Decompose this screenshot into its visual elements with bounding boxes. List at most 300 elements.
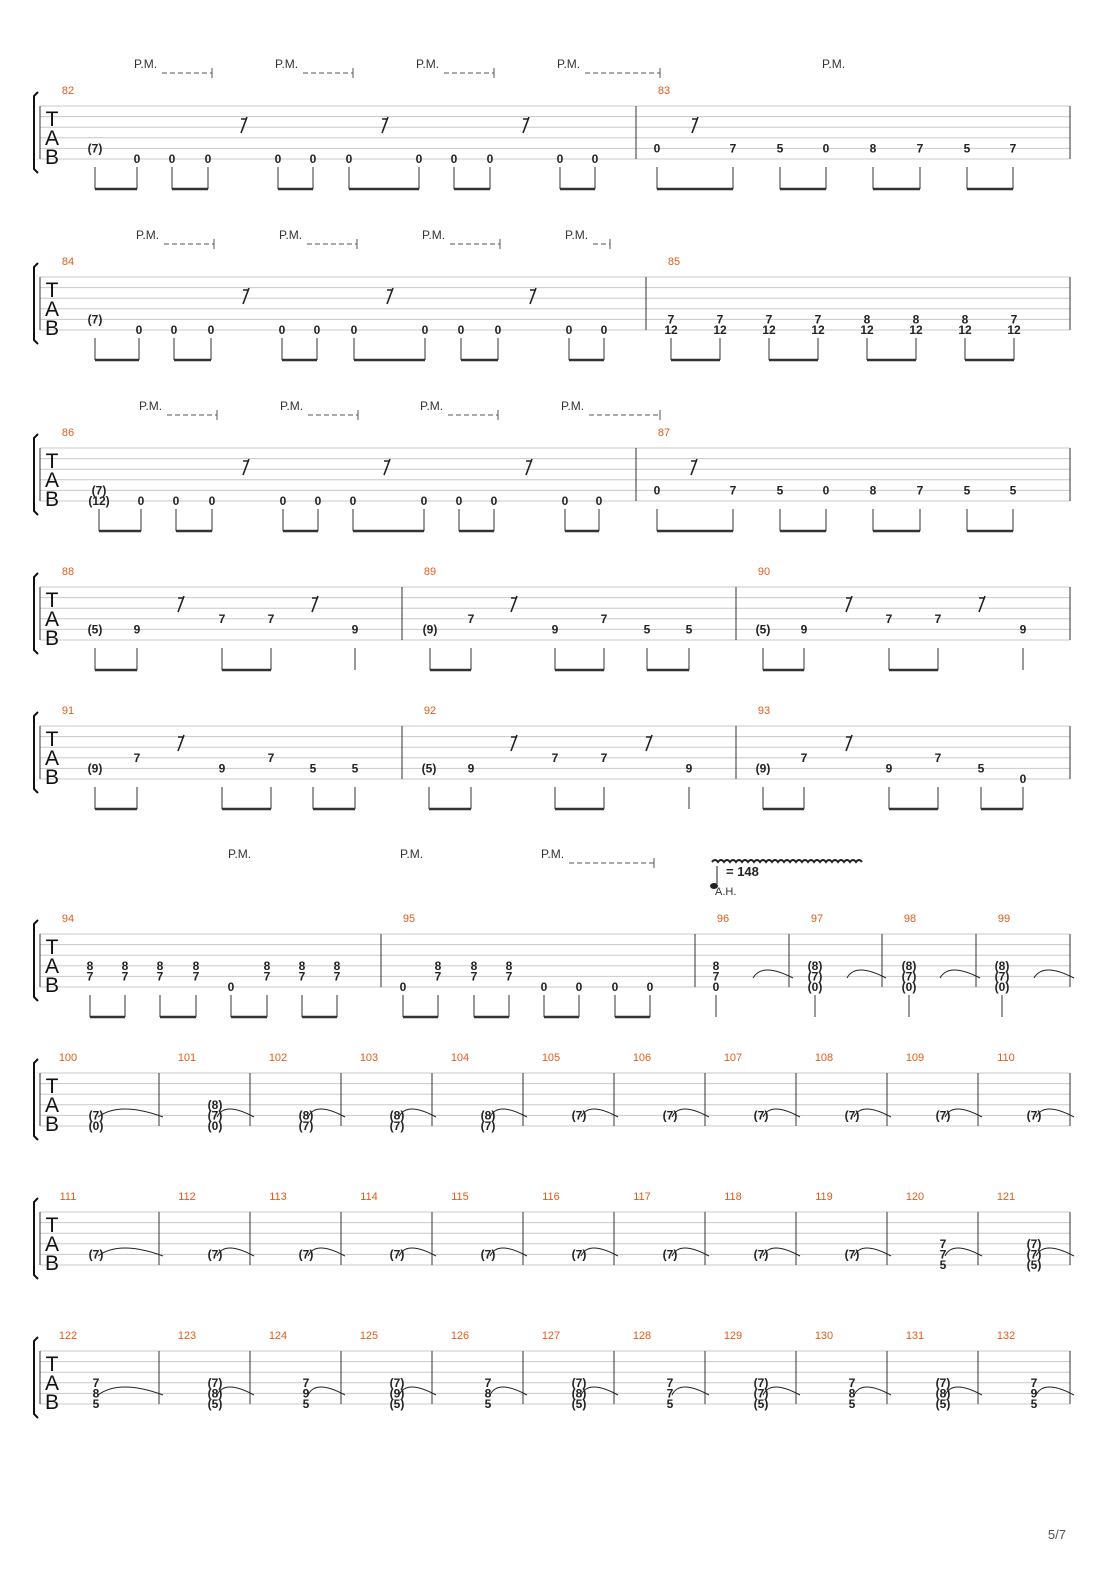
measure-number: 84	[61, 256, 75, 268]
fret-number: 9	[685, 761, 693, 776]
palm-mute-label: P.M.	[416, 57, 440, 71]
fret-number: 0	[822, 483, 830, 498]
fret-number: 9	[218, 761, 226, 776]
fret-number: 7	[666, 1375, 674, 1390]
fret-number: 0	[565, 323, 573, 337]
fret-number: 5	[776, 483, 784, 498]
system-bracket	[34, 920, 38, 1001]
fret-number: 12	[664, 323, 678, 337]
tab-clef-letter: B	[44, 1252, 60, 1275]
measure-number: 118	[724, 1191, 742, 1203]
fret-number: (7)	[1026, 1108, 1042, 1123]
rest-symbol	[526, 459, 532, 475]
fret-number: (7)	[87, 312, 103, 327]
fret-number: 0	[494, 323, 502, 337]
tab-system	[34, 1330, 1074, 1418]
fret-number: (7)	[88, 1247, 104, 1262]
fret-number: (0)	[207, 1119, 223, 1133]
fret-number: 0	[420, 494, 428, 508]
fret-number: (7)	[935, 1375, 951, 1390]
tab-system	[34, 256, 1070, 360]
measure-number: 99	[997, 913, 1011, 925]
fret-number: (7)	[207, 1375, 223, 1390]
fret-number: 0	[595, 494, 603, 508]
fret-number: 0	[646, 980, 654, 994]
measure-number: 120	[905, 1191, 925, 1203]
fret-number: 5	[302, 1397, 310, 1411]
fret-number: 0	[314, 494, 322, 508]
fret-number: 8	[263, 958, 271, 973]
rest-symbol	[511, 596, 517, 612]
tab-clef-letter: B	[44, 146, 60, 169]
fret-number: 5	[666, 1397, 674, 1411]
fret-number: 5	[309, 761, 317, 776]
fret-number: 0	[540, 980, 548, 994]
system-bracket	[34, 1337, 38, 1418]
measure-number: 93	[757, 705, 771, 717]
fret-number: (7)	[91, 483, 107, 498]
fret-number: 9	[551, 622, 559, 637]
tab-clef-letter: A	[44, 955, 60, 978]
measure-number: 92	[423, 705, 437, 717]
fret-number: (8)	[571, 1386, 587, 1401]
fret-number: (8)	[389, 1108, 405, 1123]
fret-number: 5	[776, 141, 784, 156]
measure-number: 117	[633, 1191, 651, 1203]
fret-number: (7)	[753, 1108, 769, 1123]
measure-number: 86	[61, 427, 75, 439]
rest-symbol	[312, 596, 318, 612]
measure-number: 122	[58, 1330, 78, 1342]
rest-symbol	[178, 596, 184, 612]
tab-clef-letter: T	[45, 589, 59, 612]
palm-mute-label: P.M.	[134, 57, 158, 71]
fret-number: (7)	[753, 1247, 769, 1262]
fret-number: 7	[729, 141, 737, 156]
fret-number: 7	[263, 969, 271, 984]
fret-number: (8)	[807, 958, 823, 973]
fret-number: 8	[848, 1386, 856, 1401]
fret-number: 0	[168, 152, 176, 166]
tab-clef-letter: B	[44, 1113, 60, 1136]
tab-clef-letter: A	[44, 298, 60, 321]
artificial-harmonic-label: A.H.	[715, 886, 737, 898]
fret-number: 0	[208, 494, 216, 508]
measure-number: 88	[61, 566, 75, 578]
tab-clef-letter: B	[44, 627, 60, 650]
fret-number: (7)	[662, 1108, 678, 1123]
fret-number: 7	[333, 969, 341, 984]
fret-number: 0	[170, 323, 178, 337]
fret-number: (7)	[753, 1375, 769, 1390]
fret-number: 0	[350, 323, 358, 337]
fret-number: (8)	[994, 958, 1010, 973]
tab-system	[34, 427, 1070, 531]
tab-clef-letter: A	[44, 127, 60, 150]
measure-number: 95	[402, 913, 416, 925]
fret-number: 7	[939, 1236, 947, 1251]
fret-number: 7	[729, 483, 737, 498]
tab-system	[34, 1191, 1074, 1279]
measure-number: 91	[61, 705, 75, 717]
fret-number: 5	[1030, 1397, 1038, 1411]
tab-clef-letter: T	[45, 936, 59, 959]
system-bracket	[34, 92, 38, 173]
fret-number: 12	[909, 323, 923, 337]
rest-symbol	[523, 117, 529, 133]
fret-number: 0	[421, 323, 429, 337]
rest-symbol	[530, 288, 536, 304]
rest-symbol	[846, 735, 852, 751]
palm-mute-label: P.M.	[228, 847, 252, 861]
fret-number: 5	[963, 483, 971, 498]
measure-number: 83	[657, 85, 671, 97]
fret-number: 7	[600, 750, 608, 765]
tab-system	[34, 705, 1070, 809]
tab-system	[34, 85, 1070, 189]
fret-number: 7	[814, 312, 822, 327]
fret-number: 7	[86, 969, 94, 984]
fret-number: 0	[486, 152, 494, 166]
measure-number: 96	[716, 913, 730, 925]
fret-number: (0)	[901, 980, 917, 994]
rest-symbol	[243, 459, 249, 475]
fret-number: (7)	[935, 1108, 951, 1123]
tab-system	[34, 1052, 1074, 1140]
fret-number: 8	[961, 312, 969, 327]
fret-number: 0	[575, 980, 583, 994]
fret-number: (7)	[88, 1108, 104, 1123]
fret-number: (9)	[755, 761, 771, 776]
fret-number: 8	[505, 958, 513, 973]
fret-number: (5)	[1026, 1258, 1042, 1272]
fret-number: 5	[484, 1397, 492, 1411]
fret-number: 7	[916, 141, 924, 156]
measure-number: 89	[423, 566, 437, 578]
fret-number: 7	[600, 611, 608, 626]
fret-number: 7	[192, 969, 200, 984]
fret-number: (7)	[1026, 1236, 1042, 1251]
fret-number: 0	[399, 980, 407, 994]
tab-clef-letter: T	[45, 1214, 59, 1237]
fret-number: 7	[765, 312, 773, 327]
fret-number: 7	[267, 750, 275, 765]
fret-number: 8	[863, 312, 871, 327]
rest-symbol	[646, 735, 652, 751]
tab-clef-letter: T	[45, 108, 59, 131]
fret-number: 8	[121, 958, 129, 973]
fret-number: 0	[611, 980, 619, 994]
fret-number: 12	[860, 323, 874, 337]
fret-number: 9	[302, 1386, 310, 1401]
measure-number: 131	[905, 1330, 925, 1342]
system-bracket	[34, 573, 38, 654]
fret-number: 8	[869, 141, 877, 156]
palm-mute-label: P.M.	[400, 847, 424, 861]
tab-clef-letter: T	[45, 1353, 59, 1376]
fret-number: 7	[934, 611, 942, 626]
fret-number: 5	[1009, 483, 1017, 498]
fret-number: 12	[762, 323, 776, 337]
fret-number: 8	[470, 958, 478, 973]
fret-number: 0	[600, 323, 608, 337]
measure-number: 116	[542, 1191, 560, 1203]
fret-number: 7	[800, 750, 808, 765]
palm-mute-label: P.M.	[275, 57, 299, 71]
fret-number: (5)	[571, 1397, 587, 1411]
fret-number: (7)	[480, 1119, 496, 1133]
fret-number: 9	[133, 622, 141, 637]
fret-number: 0	[1019, 772, 1027, 786]
system-bracket	[34, 712, 38, 793]
measure-number: 87	[657, 427, 671, 439]
fret-number: 7	[156, 969, 164, 984]
measure-number: 94	[61, 913, 75, 925]
fret-number: 0	[415, 152, 423, 166]
fret-number: 9	[885, 761, 893, 776]
fret-number: 0	[822, 141, 830, 156]
system-bracket	[34, 1059, 38, 1140]
fret-number: (8)	[207, 1097, 223, 1112]
fret-number: 0	[349, 494, 357, 508]
vibrato-line	[712, 860, 862, 862]
fret-number: 12	[958, 323, 972, 337]
fret-number: (7)	[480, 1247, 496, 1262]
fret-number: (7)	[389, 1375, 405, 1390]
fret-number: (5)	[935, 1397, 951, 1411]
tab-clef-letter: T	[45, 450, 59, 473]
fret-number: 7	[934, 750, 942, 765]
fret-number: (7)	[389, 1247, 405, 1262]
fret-number: 0	[279, 494, 287, 508]
fret-number: (7)	[571, 1108, 587, 1123]
fret-number: 0	[207, 323, 215, 337]
tab-clef-letter: A	[44, 608, 60, 631]
fret-number: 7	[667, 312, 675, 327]
fret-number: 5	[92, 1397, 100, 1411]
fret-number: 8	[434, 958, 442, 973]
tempo-marking: = 148	[726, 864, 759, 879]
palm-mute-label: P.M.	[565, 228, 589, 242]
fret-number: (5)	[421, 761, 437, 776]
fret-number: 0	[490, 494, 498, 508]
measure-number: 130	[814, 1330, 834, 1342]
measure-number: 105	[541, 1052, 561, 1064]
tab-system	[34, 913, 1074, 1017]
fret-number: (8)	[207, 1386, 223, 1401]
fret-number: 5	[351, 761, 359, 776]
measure-number: 112	[178, 1191, 196, 1203]
tab-clef-letter: B	[44, 766, 60, 789]
measure-number: 109	[905, 1052, 925, 1064]
fret-number: 7	[121, 969, 129, 984]
system-bracket	[34, 1198, 38, 1279]
measure-number: 101	[177, 1052, 197, 1064]
tab-clef-letter: T	[45, 279, 59, 302]
fret-number: (8)	[901, 958, 917, 973]
fret-number: (5)	[755, 622, 771, 637]
fret-number: 0	[135, 323, 143, 337]
rest-symbol	[691, 459, 697, 475]
fret-number: 0	[712, 980, 720, 994]
fret-number: 8	[484, 1386, 492, 1401]
fret-number: 0	[345, 152, 353, 166]
measure-number: 132	[996, 1330, 1016, 1342]
fret-number: (7)	[87, 141, 103, 156]
measure-number: 126	[450, 1330, 470, 1342]
system-bracket	[34, 263, 38, 344]
palm-mute-label: P.M.	[136, 228, 160, 242]
rest-symbol	[692, 117, 698, 133]
fret-number: (9)	[389, 1386, 405, 1401]
fret-number: 7	[298, 969, 306, 984]
rest-symbol	[846, 596, 852, 612]
fret-number: (8)	[480, 1108, 496, 1123]
measure-number: 123	[177, 1330, 197, 1342]
fret-number: (7)	[844, 1108, 860, 1123]
palm-mute-label: P.M.	[139, 399, 163, 413]
fret-number: 7	[467, 611, 475, 626]
fret-number: 0	[278, 323, 286, 337]
fret-number: (5)	[207, 1397, 223, 1411]
fret-number: 0	[450, 152, 458, 166]
rest-symbol	[384, 459, 390, 475]
palm-mute-label: P.M.	[822, 57, 846, 71]
tab-clef-letter: A	[44, 1233, 60, 1256]
measure-number: 90	[757, 566, 771, 578]
measure-number: 110	[997, 1052, 1015, 1064]
fret-number: (7)	[207, 1247, 223, 1262]
tab-system	[34, 566, 1070, 670]
fret-number: 7	[551, 750, 559, 765]
fret-number: 5	[963, 141, 971, 156]
measure-number: 114	[360, 1191, 378, 1203]
fret-number: 7	[218, 611, 226, 626]
page-number: 5/7	[1047, 1527, 1066, 1542]
fret-number: 8	[912, 312, 920, 327]
fret-number: (7)	[298, 1119, 314, 1133]
fret-number: (7)	[662, 1247, 678, 1262]
fret-number: (12)	[88, 494, 110, 508]
measure-number: 119	[815, 1191, 833, 1203]
fret-number: 7	[916, 483, 924, 498]
fret-number: (7)	[753, 1386, 769, 1401]
measure-number: 107	[723, 1052, 743, 1064]
rest-symbol	[382, 117, 388, 133]
fret-number: (0)	[994, 980, 1010, 994]
fret-number: (7)	[298, 1247, 314, 1262]
measure-number: 97	[810, 913, 824, 925]
measure-number: 106	[632, 1052, 652, 1064]
tab-clef-letter: B	[44, 317, 60, 340]
measure-number: 98	[903, 913, 917, 925]
fret-number: 7	[1030, 1375, 1038, 1390]
rest-symbol	[511, 735, 517, 751]
rest-symbol	[241, 117, 247, 133]
fret-number: (9)	[422, 622, 438, 637]
fret-number: 0	[457, 323, 465, 337]
fret-number: 7	[1010, 312, 1018, 327]
fret-number: 7	[133, 750, 141, 765]
fret-number: 12	[1007, 323, 1021, 337]
fret-number: 0	[455, 494, 463, 508]
measure-number: 129	[723, 1330, 743, 1342]
measure-number: 125	[359, 1330, 379, 1342]
fret-number: 7	[939, 1247, 947, 1262]
fret-number: 0	[309, 152, 317, 166]
fret-number: (7)	[571, 1247, 587, 1262]
fret-number: 9	[1030, 1386, 1038, 1401]
measure-number: 128	[632, 1330, 652, 1342]
fret-number: (7)	[844, 1247, 860, 1262]
fret-number: 7	[885, 611, 893, 626]
measure-number: 108	[814, 1052, 834, 1064]
fret-number: 0	[133, 152, 141, 166]
palm-mute-label: P.M.	[422, 228, 446, 242]
fret-number: (5)	[753, 1397, 769, 1411]
fret-number: 9	[1019, 622, 1027, 637]
fret-number: 8	[86, 958, 94, 973]
fret-number: (7)	[207, 1108, 223, 1123]
rest-symbol	[387, 288, 393, 304]
palm-mute-label: P.M.	[561, 399, 585, 413]
fret-number: 12	[713, 323, 727, 337]
rest-symbol	[178, 735, 184, 751]
palm-mute-label: P.M.	[279, 228, 303, 242]
fret-number: (5)	[87, 622, 103, 637]
palm-mute-label: P.M.	[557, 57, 581, 71]
fret-number: 7	[666, 1386, 674, 1401]
fret-number: 8	[298, 958, 306, 973]
fret-number: (7)	[994, 969, 1010, 984]
fret-number: 9	[467, 761, 475, 776]
measure-number: 102	[268, 1052, 288, 1064]
tab-clef-letter: A	[44, 1094, 60, 1117]
fret-number: 8	[333, 958, 341, 973]
measure-number: 111	[59, 1191, 77, 1203]
measure-number: 100	[58, 1052, 78, 1064]
system-bracket	[34, 434, 38, 515]
tab-clef-letter: B	[44, 488, 60, 511]
fret-number: (7)	[389, 1119, 405, 1133]
fret-number: 0	[591, 152, 599, 166]
fret-number: 0	[227, 980, 235, 994]
fret-number: 8	[712, 958, 720, 973]
fret-number: 5	[685, 622, 693, 637]
fret-number: 0	[653, 483, 661, 498]
fret-number: 12	[811, 323, 825, 337]
fret-number: (5)	[389, 1397, 405, 1411]
measure-number: 104	[450, 1052, 470, 1064]
rest-symbol	[243, 288, 249, 304]
fret-number: (7)	[1026, 1247, 1042, 1262]
tab-clef-letter: B	[44, 974, 60, 997]
fret-number: 7	[267, 611, 275, 626]
fret-number: (0)	[807, 980, 823, 994]
measure-number: 103	[359, 1052, 379, 1064]
fret-number: 9	[351, 622, 359, 637]
fret-number: 0	[556, 152, 564, 166]
fret-number: 8	[869, 483, 877, 498]
measure-number: 115	[451, 1191, 469, 1203]
measure-number: 121	[996, 1191, 1016, 1203]
fret-number: 5	[939, 1258, 947, 1272]
measure-number: 127	[541, 1330, 561, 1342]
measure-number: 113	[269, 1191, 287, 1203]
fret-number: 7	[92, 1375, 100, 1390]
fret-number: 7	[716, 312, 724, 327]
fret-number: (0)	[88, 1119, 104, 1133]
